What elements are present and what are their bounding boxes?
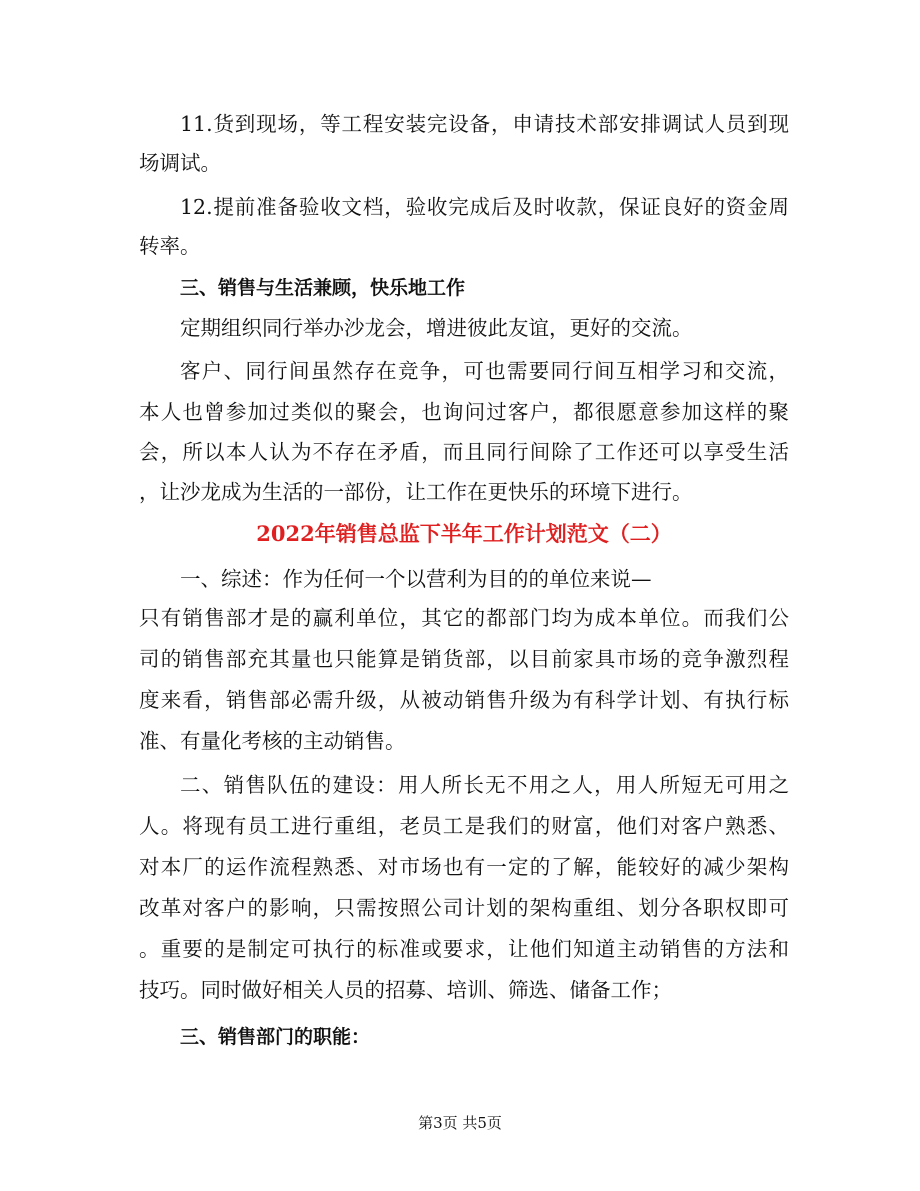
paragraph-line: 定期组织同行举办沙龙会，增进彼此友谊，更好的交流。: [180, 316, 693, 340]
paragraph-line: 转率。: [139, 234, 201, 258]
paragraph-line: 本人也曾参加过类似的聚会，也询问过客户，都很愿意参加这样的聚: [139, 400, 789, 424]
document-title: 2022年销售总监下半年工作计划范文（二）: [256, 521, 672, 546]
paragraph-line: 改革对客户的影响，只需按照公司计划的架构重组、划分各职权即可: [139, 896, 789, 920]
paragraph-line: 。重要的是制定可执行的标准或要求，让他们知道主动销售的方法和: [139, 937, 789, 961]
paragraph-line: 人。将现有员工进行重组，老员工是我们的财富，他们对客户熟悉、: [139, 814, 789, 838]
section-heading: 三、销售与生活兼顾，快乐地工作: [180, 277, 466, 299]
section-heading: 三、销售部门的职能：: [180, 1026, 371, 1048]
paragraph-line: 度来看，销售部必需升级，从被动销售升级为有科学计划、有执行标: [139, 688, 789, 712]
paragraph-line: 准、有量化考核的主动销售。: [139, 729, 406, 753]
paragraph-line: 客户、同行间虽然存在竞争，可也需要同行间互相学习和交流，: [180, 359, 789, 383]
paragraph-line: 一、综述：作为任何一个以营利为目的的单位来说—: [180, 567, 652, 591]
page-number-footer: 第3页 共5页: [418, 1114, 502, 1132]
paragraph-line: 会，所以本人认为不存在矛盾，而且同行间除了工作还可以享受生活: [139, 440, 789, 464]
paragraph-line: ，让沙龙成为生活的一部份，让工作在更快乐的环境下进行。: [139, 480, 693, 504]
paragraph-line: 二、销售队伍的建设：用人所长无不用之人，用人所短无可用之: [180, 773, 789, 797]
paragraph-line: 场调试。: [139, 151, 221, 175]
paragraph-line: 只有销售部才是的赢利单位，其它的都部门均为成本单位。而我们公: [139, 606, 789, 630]
paragraph-line: 技巧。同时做好相关人员的招募、培训、筛选、储备工作；: [139, 978, 672, 1002]
paragraph-line: 司的销售部充其量也只能算是销货部，以目前家具市场的竞争激烈程: [139, 647, 789, 671]
paragraph-line: 11.货到现场，等工程安装完设备，申请技术部安排调试人员到现: [180, 112, 789, 136]
paragraph-line: 12.提前准备验收文档，验收完成后及时收款，保证良好的资金周: [180, 195, 789, 219]
paragraph-line: 对本厂的运作流程熟悉、对市场也有一定的了解，能较好的减少架构: [139, 855, 789, 879]
